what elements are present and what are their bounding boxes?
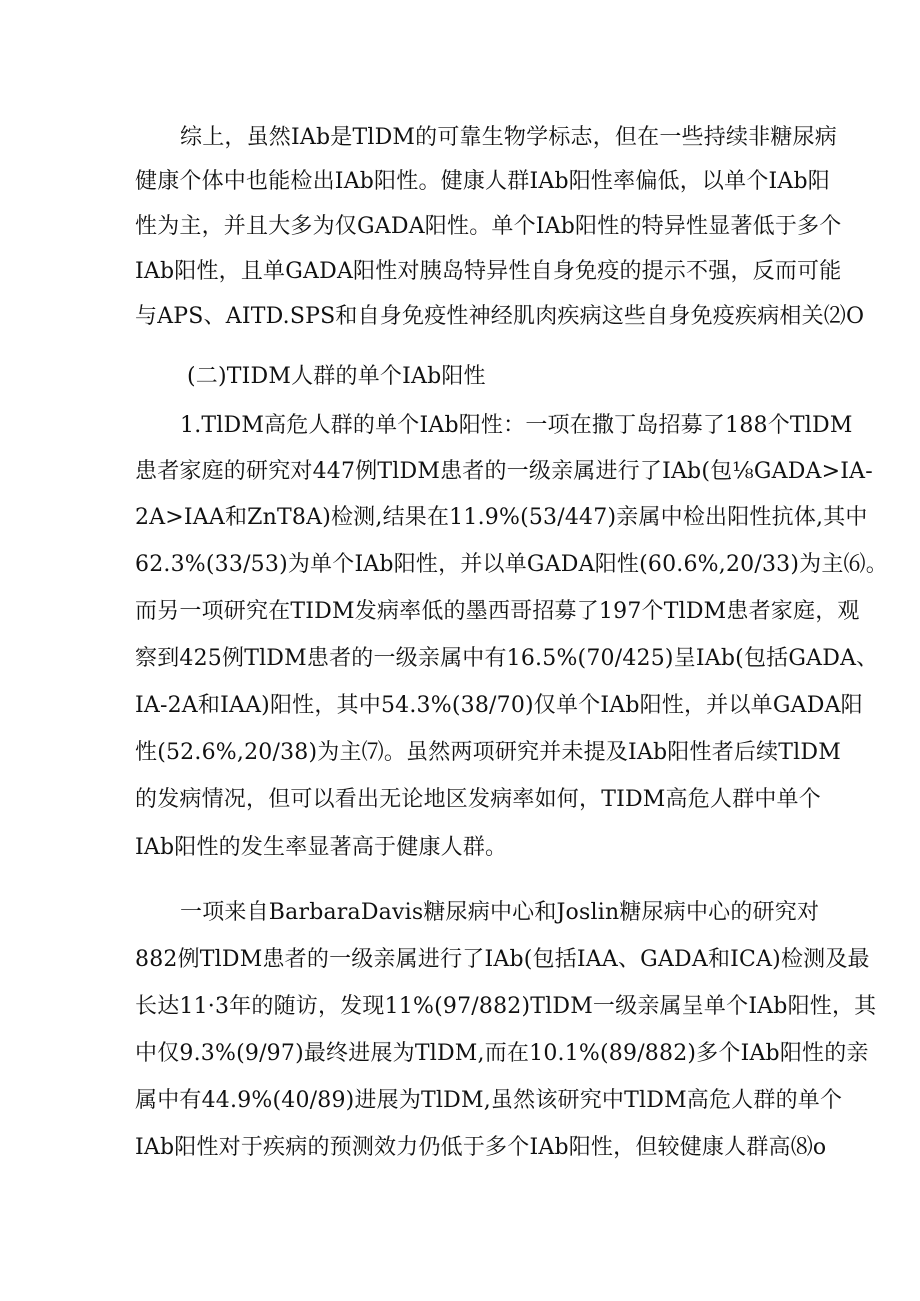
text-line: IAb阳性对于疾病的预测效力仍低于多个IAb阳性，但较健康人群高⑻o [135,1135,827,1160]
text-line: 性(52.6%,20/38)为主⑺。虽然两项研究并未提及IAb阳性者后续TlDM [135,740,841,765]
text-line: 的发病情况，但可以看出无论地区发病率如何，TIDM高危人群中单个 [135,787,821,812]
text-line: 察到425例TlDM患者的一级亲属中有16.5%(70/425)呈IAb(包括GADA、 [135,646,879,671]
text-line: 属中有44.9%(40/89)进展为TlDM,虽然该研究中TlDM高危人群的单个 [135,1088,843,1113]
text-line: IAb阳性的发生率显著高于健康人群。 [135,835,508,860]
text-line: 综上，虽然IAb是TlDM的可靠生物学标志，但在一些持续非糖尿病 [180,125,837,150]
text-line: 而另一项研究在TIDM发病率低的墨西哥招募了197个TlDM患者家庭，观 [135,599,860,624]
text-line: 健康个体中也能检出IAb阳性。健康人群IAb阳性率偏低，以单个IAb阳 [135,169,830,194]
text-line: 882例TlDM患者的一级亲属进行了IAb(包括IAA、GADA和ICA)检测及最 [135,947,870,972]
text-line: 患者家庭的研究对447例TlDM患者的一级亲属进行了IAb(包⅛GADA>IA- [135,459,873,484]
text-line: 一项来自BarbaraDavis糖尿病中心和Joslin糖尿病中心的研究对 [180,900,820,925]
text-line: 中仅9.3%(9/97)最终进展为TlDM,而在10.1%(89/882)多个IAb阳性的亲 [135,1041,869,1066]
text-line: 2A>IAA和ZnT8A)检测,结果在11.9%(53/447)亲属中检出阳性抗体,其中 [135,505,868,530]
text-line: 与APS、AITD.SPS和自身免疫性神经肌肉疾病这些自身免疫疾病相关⑵O [135,304,865,329]
text-line: 性为主，并且大多为仅GADA阳性。单个IAb阳性的特异性显著低于多个 [135,214,842,239]
text-line: IAb阳性，且单GADA阳性对胰岛特异性自身免疫的提示不强，反而可能 [135,259,842,284]
section-heading: (二)TIDM人群的单个IAb阳性 [187,364,486,389]
text-line: 1.TlDM高危人群的单个IAb阳性：一项在撒丁岛招募了188个TlDM [180,413,853,438]
text-line: 62.3%(33/53)为单个IAb阳性，并以单GADA阳性(60.6%,20/33)为主⑹。 [135,552,888,577]
text-line: IA-2A和IAA)阳性，其中54.3%(38/70)仅单个IAb阳性，并以单GADA阳 [135,693,863,718]
text-line: 长达11·3年的随访，发现11%(97/882)TlDM一级亲属呈单个IAb阳性，其 [135,994,877,1019]
